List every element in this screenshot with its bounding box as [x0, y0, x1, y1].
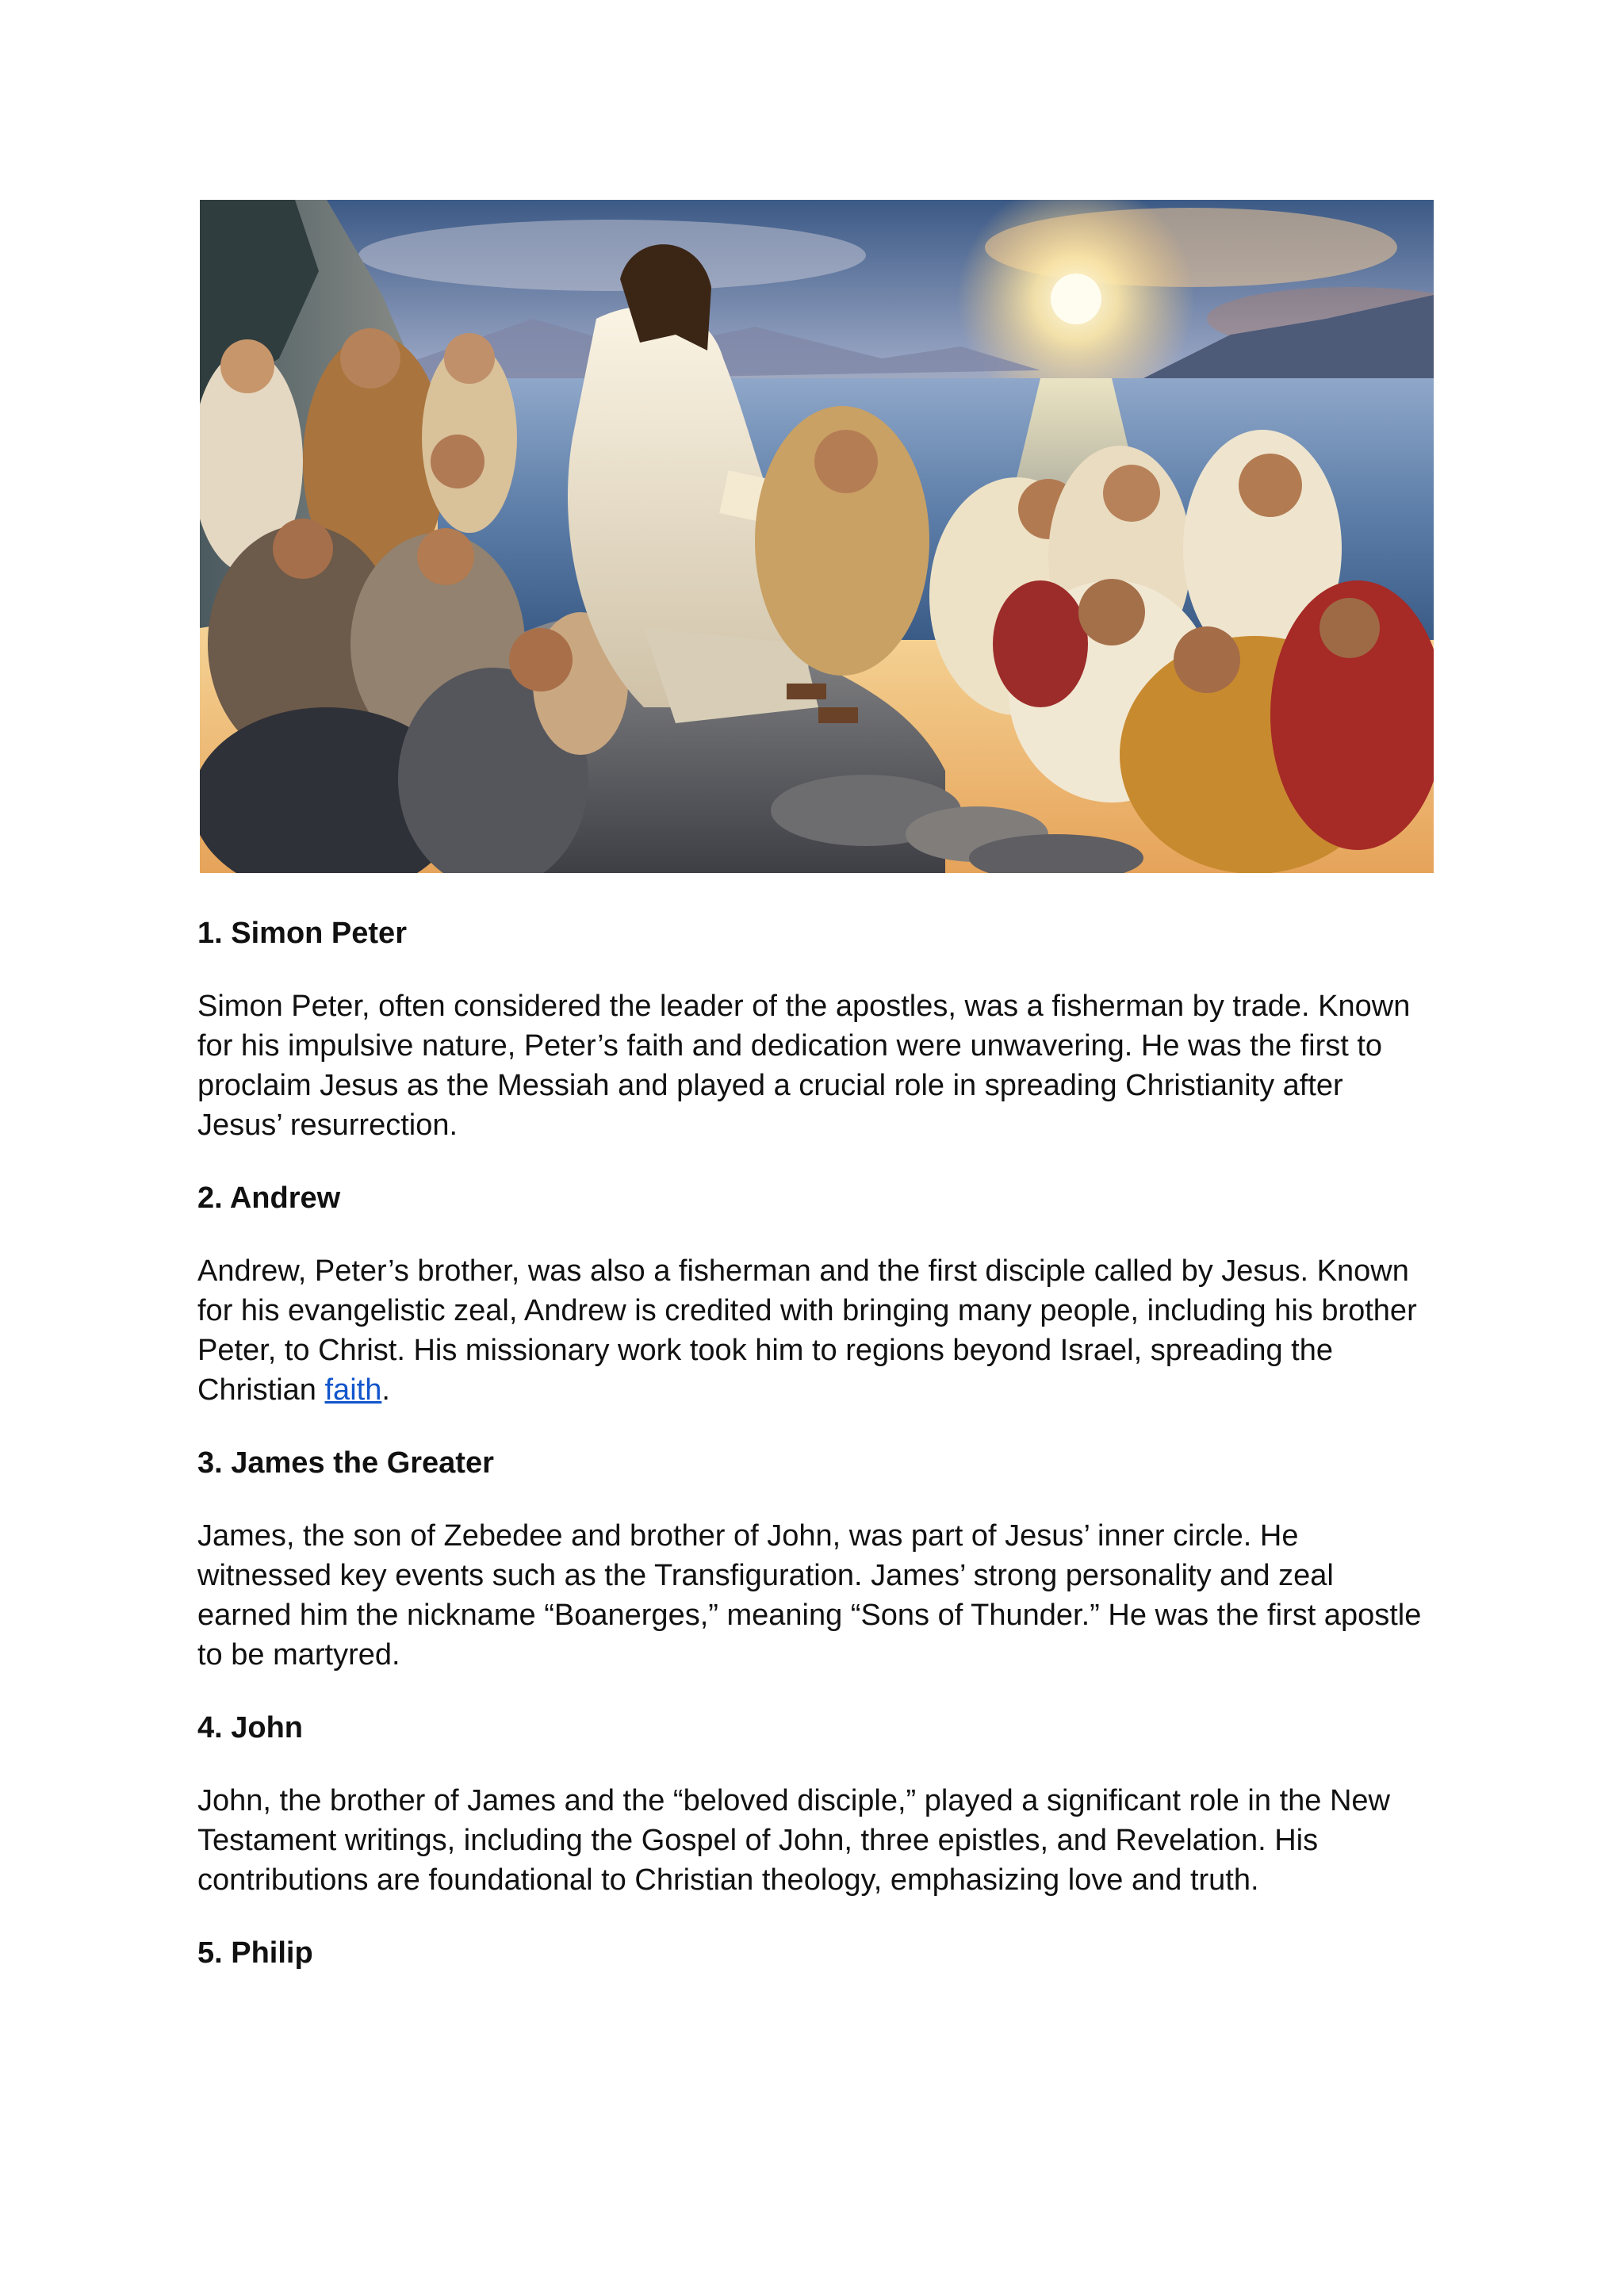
apostles-painting-image: [200, 200, 1434, 873]
section-heading: 3. James the Greater: [197, 1446, 494, 1480]
paragraph-text: Andrew, Peter’s brother, was also a fisherman and the first disciple called by Jesus. Known for his evangelistic zeal, Andrew is credited with bringing many people, including his brother Peter, to Christ. His missionary work took him to regions beyond Israel, spreading the Christian: [197, 1254, 1417, 1407]
section-heading: 5. Philip: [197, 1936, 313, 1970]
faith-link[interactable]: faith: [324, 1373, 382, 1407]
section-heading: 4. John: [197, 1711, 304, 1744]
section-paragraph: James, the son of Zebedee and brother of John, was part of Jesus’ inner circle. He witnessed key events such as the Transfiguration. James’ strong personality and zeal earned him the nickname “Boanerges,” meaning “Sons of Thunder.” He was the first apostle to be martyred.: [197, 1519, 1422, 1672]
paragraph-text: .: [381, 1373, 390, 1407]
section-paragraph: Simon Peter, often considered the leader of the apostles, was a fisherman by trade. Known for his impulsive nature, Peter’s faith and dedication were unwavering. He was the first to proclaim Jesus as the Messiah and played a crucial role in spreading Christianity after Jesus’ resurrection.: [197, 990, 1411, 1142]
section-heading: 1. Simon Peter: [197, 917, 407, 950]
article-content: [197, 913, 1434, 2006]
section-paragraph: [197, 1251, 1434, 1410]
section-paragraph: John, the brother of James and the “beloved disciple,” played a significant role in the New Testament writings, including the Gospel of John, three epistles, and Revelation. His contributions are foundational to Christian theology, emphasizing love and truth.: [197, 1784, 1390, 1897]
section-heading: 2. Andrew: [197, 1181, 341, 1215]
